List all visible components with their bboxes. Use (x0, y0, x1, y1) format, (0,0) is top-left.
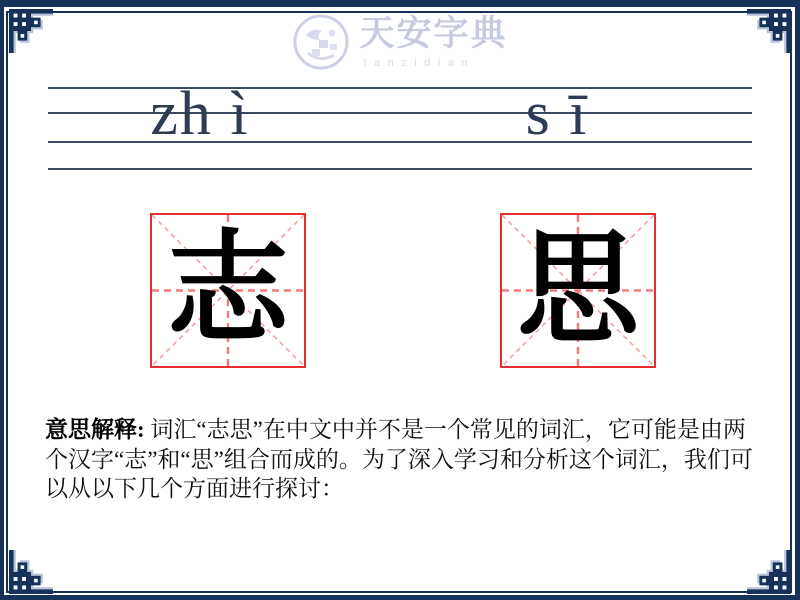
character-card (150, 213, 306, 368)
pinyin-syllable: s ī (525, 80, 589, 148)
logo-seal-icon (292, 13, 350, 71)
definition-text: 词汇“志思”在中文中并不是一个常见的词汇，它可能是由两个汉字“志”和“思”组合而成的。为了深入学习和分析这个词汇，我们可以从以下几个方面进行探讨： (45, 417, 753, 501)
hanzi-glyph: 志 (167, 222, 289, 358)
pinyin-syllable: zh ì (150, 80, 250, 148)
logo (0, 13, 800, 71)
character-card (500, 213, 656, 368)
logo-subtitle: tanzidian (363, 56, 476, 69)
hanzi-glyph: 思 (517, 222, 639, 358)
definition-paragraph (45, 415, 767, 504)
logo-title: 天安字典 (359, 14, 508, 54)
corner-fret-icon (747, 550, 791, 594)
pinyin-guide-line (48, 168, 752, 170)
corner-fret-icon (9, 550, 53, 594)
definition-label: 意思解释: (45, 417, 151, 442)
